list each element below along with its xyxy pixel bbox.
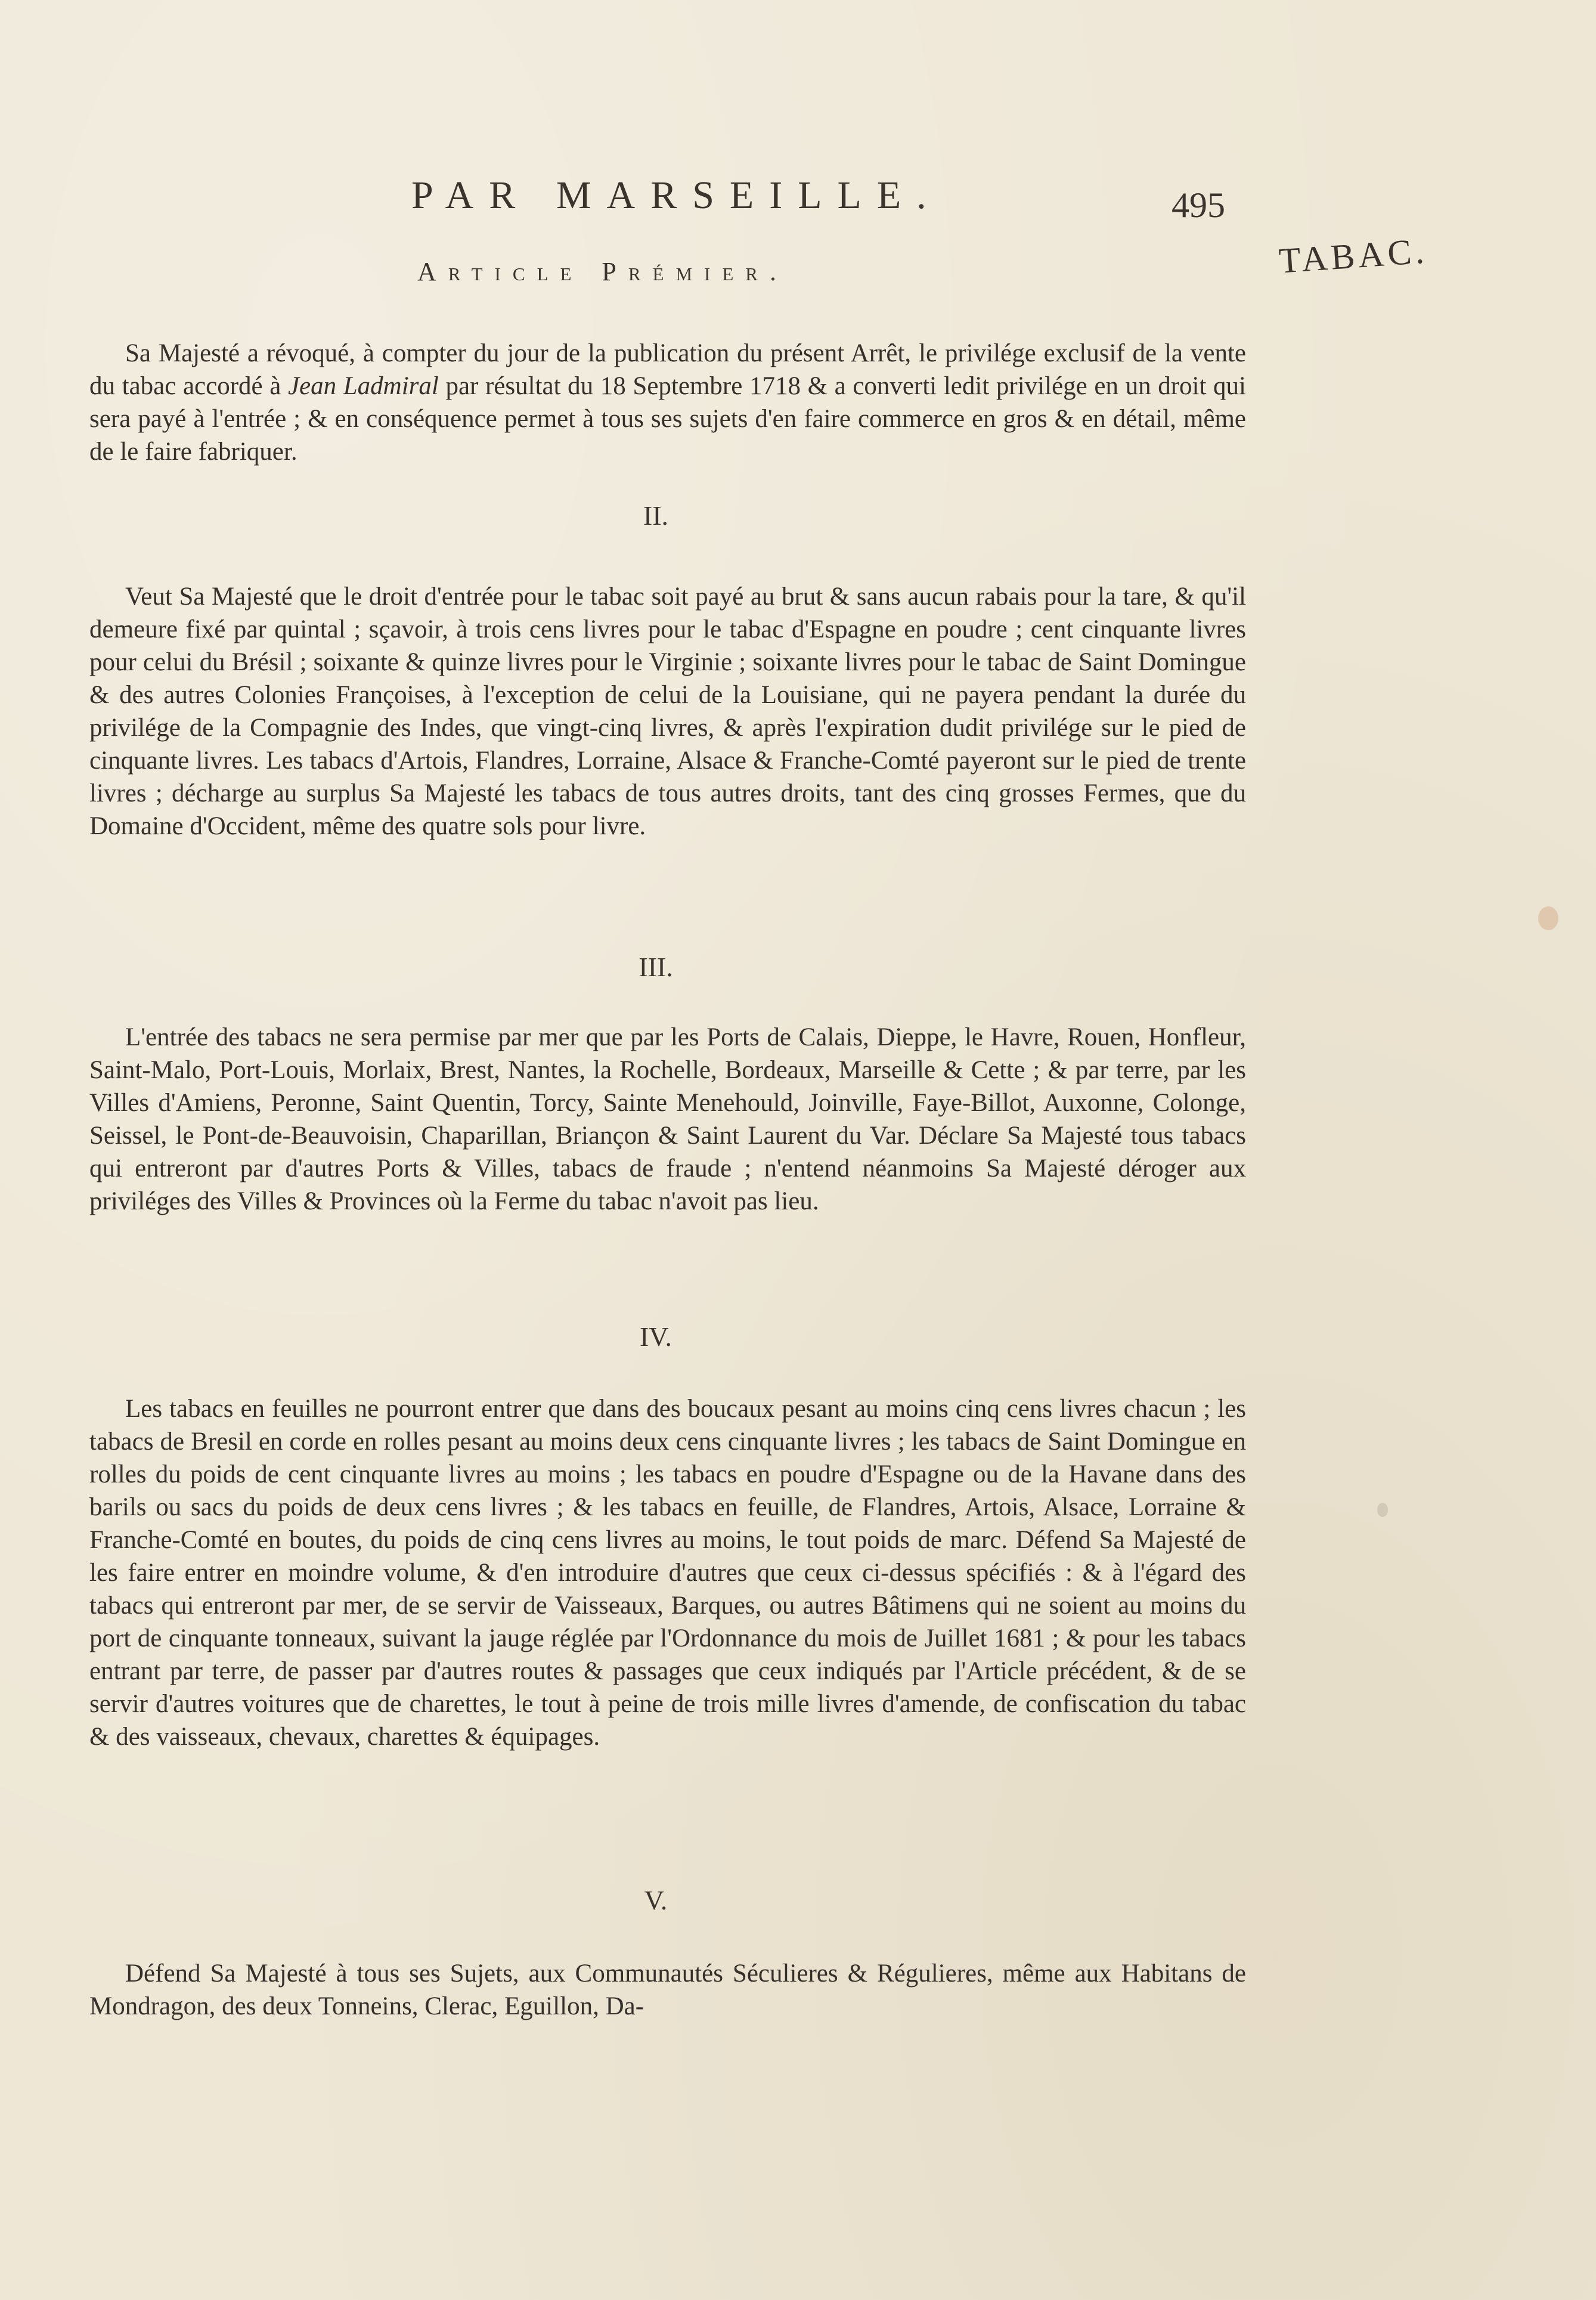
article-1-name: Jean Ladmiral bbox=[287, 372, 439, 400]
article-1-text-end: par résultat du 18 Septembre 1718 & a converti ledit privilége en un droit qui sera payé à l'entrée ; & en conséquence permet à tous ses sujets d'en faire commerce en gros & en détail, même de le faire fabriquer. bbox=[89, 372, 1246, 466]
page-number: 495 bbox=[1172, 185, 1225, 225]
article-5-text: Défend Sa Majesté à tous ses Sujets, aux Communautés Séculieres & Régulieres, même aux Habitans de Mondragon, des deux Tonneins, Clerac, Eguillon, Da- bbox=[89, 1960, 1246, 2020]
running-head bbox=[0, 173, 1596, 227]
article-4-text: Les tabacs en feuilles ne pourront entrer que dans des boucaux pesant au moins cinq cens livres chacun ; les tabacs de Bresil en corde en rolles pesant au moins deux cens cinquante livres ; les tabacs de Saint Domingue en rolles du poids de cent cinquante livres au moins ; les tabacs en poudre d'Espagne ou de la Havane dans des barils ou sacs du poids de deux cens livres ; & les tabacs en feuille, de Flandres, Artois, Alsace, Lorraine & Franche-Comté en boutes, du poids de cinq cens livres au moins, le tout poids de marc. Défend Sa Majesté de les faire entrer en moindre volume, & d'en introduire d'autres que ceux ci-dessus spécifiés : & à l'égard des tabacs qui entreront par mer, de se servir de Vaisseaux, Barques, ou autres Bâtimens qui ne soient au moins du port de cinquante tonneaux, suivant la jauge réglée par l'Ordonnance du mois de Juillet 1681 ; & pour les tabacs entrant par terre, de passer par d'autres routes & passages que ceux indiqués par l'Article précédent, & de se servir d'autres voitures que de charettes, le tout à peine de trois mille livres d'amende, de confiscation du tabac & des vaisseaux, chevaux, charettes & équipages. bbox=[89, 1395, 1246, 1751]
section-number-4: IV. bbox=[639, 1321, 673, 1352]
paper-stain bbox=[1377, 1503, 1388, 1517]
section-number-5: V. bbox=[644, 1885, 668, 1915]
article-1-text bbox=[89, 337, 1246, 468]
section-number-2: II. bbox=[643, 500, 669, 531]
article-1-text-start: Sa Majesté a révoqué, à compter du jour de la publication du présent Arrêt, le privilége exclusif de la vente du tabac accordé à bbox=[89, 339, 1246, 400]
paper-stain bbox=[1538, 906, 1558, 930]
article-3-text: L'entrée des tabacs ne sera permise par mer que par les Ports de Calais, Dieppe, le Havre, Rouen, Honfleur, Saint-Malo, Port-Louis, Morlaix, Brest, Nantes, la Rochelle, Bordeaux, Marseille & Cette ; & par terre, par les Villes d'Amiens, Peronne, Saint Quentin, Torcy, Sainte Menehould, Joinville, Faye-Billot, Auxonne, Colonge, Seissel, le Pont-de-Beauvoisin, Chaparillan, Briançon & Saint Laurent du Var. Déclare Sa Majesté tous tabacs qui entreront par d'autres Ports & Villes, tabacs de fraude ; n'entend néanmoins Sa Majesté déroger aux priviléges des Villes & Provinces où la Ferme du tabac n'avoit pas lieu. bbox=[89, 1023, 1246, 1215]
margin-note: TABAC. bbox=[1277, 231, 1429, 281]
running-title: PAR MARSEILLE. bbox=[411, 174, 942, 217]
section-number-3: III. bbox=[639, 952, 673, 982]
article-heading: Article Prémier. bbox=[417, 257, 788, 286]
article-2-text: Veut Sa Majesté que le droit d'entrée pour le tabac soit payé au brut & sans aucun rabais pour la tare, & qu'il demeure fixé par quintal ; sçavoir, à trois cens livres pour le tabac d'Espagne en poudre ; cent cinquante livres pour celui du Brésil ; soixante & quinze livres pour le Virginie ; soixante livres pour le tabac de Saint Domingue & des autres Colonies Françoises, à l'exception de celui de la Louisiane, qui ne payera pendant la durée du privilége de la Compagnie des Indes, que vingt-cinq livres, & après l'expiration dudit privilége sur le pied de cinquante livres. Les tabacs d'Artois, Flandres, Lorraine, Alsace & Franche-Comté payeront sur le pied de trente livres ; décharge au surplus Sa Majesté les tabacs de tous autres droits, tant des cinq grosses Fermes, que du Domaine d'Occident, même des quatre sols pour livre. bbox=[89, 583, 1246, 840]
